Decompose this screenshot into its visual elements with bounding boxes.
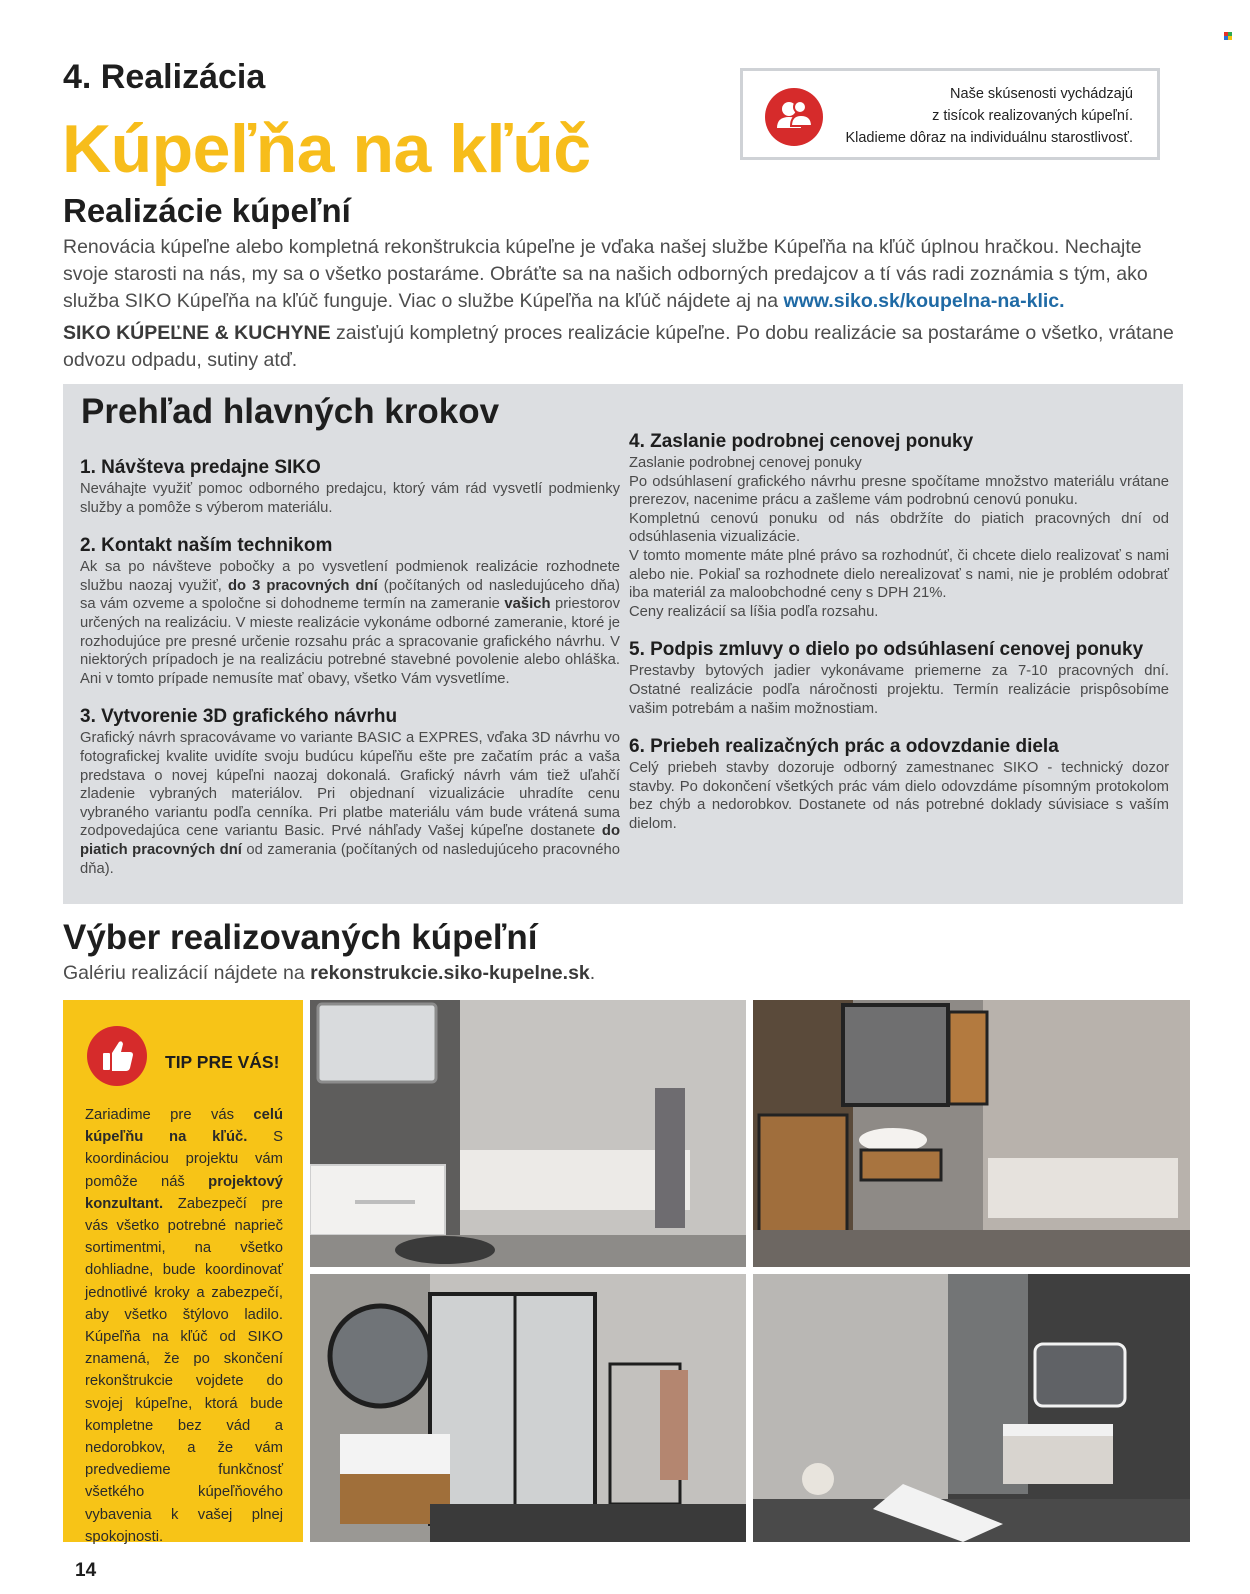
gallery-title: Výber realizovaných kúpeľní xyxy=(63,918,538,957)
step-4-line-5: Ceny realizácií sa líšia podľa rozsahu. xyxy=(629,603,879,620)
steps-title: Prehľad hlavných krokov xyxy=(81,392,500,431)
gallery-link[interactable]: rekonstrukcie.siko-kupelne.sk xyxy=(310,962,590,984)
corner-color-mark xyxy=(1224,32,1232,40)
page-subheadline: Realizácie kúpeľní xyxy=(63,192,351,229)
steps-overview-box xyxy=(63,384,1183,904)
step-3 xyxy=(80,705,620,878)
step-1-text: Neváhajte využiť pomoc odborného predajcu, ktorý vám rád vysvetlí podmienky služby a pomôže s výberom materiálu. xyxy=(80,481,620,516)
gallery-subtitle: Galériu realizácií nájdete na rekonstrukcie.siko-kupelne.sk. xyxy=(63,962,596,984)
info-line-1: Naše skúsenosti vychádzajú xyxy=(950,86,1133,102)
page-headline: Kúpeľňa na kľúč xyxy=(62,111,591,187)
step-5 xyxy=(629,638,1169,718)
intro-paragraph xyxy=(63,234,1183,315)
step-2 xyxy=(80,534,620,688)
users-icon xyxy=(765,88,823,146)
intro-text: Renovácia kúpeľne alebo kompletná rekonštrukcia kúpeľne je vďaka našej službe Kúpeľňa na kľúč úplnou hračkou. Nechajte svoje starosti na nás, my sa o všetko postaráme. Obráťte sa na našich odborných predajcov a tí vás radi zoznámia s tým, ako služba SIKO Kúpeľňa na kľúč funguje. Viac o službe Kúpeľňa na kľúč nájdete aj na xyxy=(63,236,1148,312)
bathroom-photo-2 xyxy=(753,1000,1190,1267)
step-1 xyxy=(80,456,620,517)
step-1-title: 1. Návšteva predajne SIKO xyxy=(80,457,321,478)
step-5-text: Prestavby bytových jadier vykonávame priemerne za 7-10 pracovných dní. Ostatné realizácie podľa náročnosti projektu. Termín realizácie prispôsobíme vašim potrebám a našim možnostiam. xyxy=(629,663,1169,717)
bathroom-photo-4 xyxy=(753,1274,1190,1542)
step-3-title: 3. Vytvorenie 3D grafického návrhu xyxy=(80,706,398,728)
info-line-3: Kladieme dôraz na individuálnu starostlivosť. xyxy=(845,130,1133,146)
bathroom-photo-1 xyxy=(310,1000,746,1267)
step-4-line-1: Zaslanie podrobnej cenovej ponuky xyxy=(629,455,862,471)
step-2-text: Ak sa po návšteve pobočky a po vysvetlení podmienok realizácie rozhodnete službu naozaj využiť, do 3 pracovných dní (počítaných od nasledujúceho dňa) sa vám ozveme a spoločne si dohodneme termín na zameranie vašich priestorov určených na realizáciu. V mieste realizácie vykonáme odborné zameranie, ktoré je rozhodujúce pre presné určenie rozsahu prác a spracovanie grafického návrhu. V niektorých prípadoch je na realizáciu potrebné stavebné povolenie alebo ohláška. Ani v tomto prípade nemusíte mať obavy, všetko Vám vysvetlíme. xyxy=(80,559,620,687)
siko-brand: SIKO KÚPEĽNE & KUCHYNE xyxy=(63,322,331,344)
bathroom-photo-3 xyxy=(310,1274,746,1542)
step-6-text: Celý priebeh stavby dozoruje odborný zamestnanec SIKO - technický dozor stavby. Po dokončení všetkých prác vám dielo odovzdáme písomným protokolom bez chýb a nedorobkov. Dostanete od nás potrebné doklady súvisiace s vaším dielom. xyxy=(629,760,1169,832)
tip-text: Zariadime pre vás celú kúpeľňu na kľúč. S koordináciou projektu vám pomôže náš projektový konzultant. Zabezpečí pre vás všetko potrebné naprieč sortimentmi, na všetko dohliadne, bude koordinovať jednotlivé kroky a zabezpečí, aby všetko štýlovo ladilo. Kúpeľňa na kľúč od SIKO znamená, že po skončení rekonštrukcie vojdete do svojej kúpeľne, ktorá bude kompletne bez vád a nedorobkov, a že vám predvedieme funkčnosť všetkého kúpeľňového vybavenia k vašej plnej spokojnosti. xyxy=(85,1107,283,1545)
step-2-title: 2. Kontakt naším technikom xyxy=(80,535,333,557)
step-4-line-3: Kompletnú cenovú ponuku od nás obdržíte do piatich pracovných dní od odsúhlasenia vizualizácie. xyxy=(629,510,1169,546)
intro2-text: zaisťujú kompletný proces realizácie kúpeľne. Po dobu realizácie sa postaráme o všetko, vrátane odvozu odpadu, sutiny atď. xyxy=(63,322,1174,371)
siko-link[interactable]: www.siko.sk/koupelna-na-klic. xyxy=(783,290,1065,312)
step-3-text: Grafický návrh spracovávame vo variante BASIC a EXPRES, vďaka 3D návrhu vo fotografickej kvalite uvidíte svoju budúcu kúpeľňu ešte pre začatím prác a vaša predstava o novej kúpeľni naozaj dokonalá. Grafický návrh vám tiež uľahčí zladenie vybraných materiálov. Pri objednaní vizualizácie uhradíte cenu vybraného variantu podľa cenníka. Pri platbe materiálu vám bude vrátená suma zodpovedajúca cene variantu Basic. Prvé náhľady Vašej kúpeľne dostanete do piatich pracovných dní od zamerania (počítaných od nasledujúceho pracovného dňa). xyxy=(80,730,620,877)
steps-left-column xyxy=(80,456,620,878)
section-title: 4. Realizácia xyxy=(63,58,266,96)
step-4-line-4: V tomto momente máte plné právo sa rozhodnúť, či chcete dielo realizovať s nami alebo nie. Pokiaľ sa rozhodnete dielo nerealizovať s nami, nie je problém odobrať iba materiál za maloobchodné ceny s DPH 21%. xyxy=(629,547,1169,602)
experience-info-box xyxy=(740,68,1160,160)
tip-box xyxy=(63,1000,303,1545)
page-number: 14 xyxy=(75,1560,97,1581)
step-4-line-2: Po odsúhlasení grafického návrhu presne spočítame množstvo materiálu vrátane prerezov, nacenime prácu a zašleme vám podrobnú cenovú ponuku. xyxy=(629,473,1169,509)
thumbs-up-icon xyxy=(87,1026,147,1086)
intro-paragraph-2 xyxy=(63,320,1183,374)
steps-right-column xyxy=(629,430,1169,834)
step-4 xyxy=(629,430,1169,621)
step-5-title: 5. Podpis zmluvy o dielo po odsúhlasení cenovej ponuky xyxy=(629,639,1144,661)
step-6-title: 6. Priebeh realizačných prác a odovzdanie diela xyxy=(629,736,1059,758)
tip-heading: TIP PRE VÁS! xyxy=(165,1052,280,1072)
step-4-title: 4. Zaslanie podrobnej cenovej ponuky xyxy=(629,431,974,452)
info-line-2: z tisícok realizovaných kúpeľní. xyxy=(932,108,1133,124)
step-6 xyxy=(629,735,1169,833)
